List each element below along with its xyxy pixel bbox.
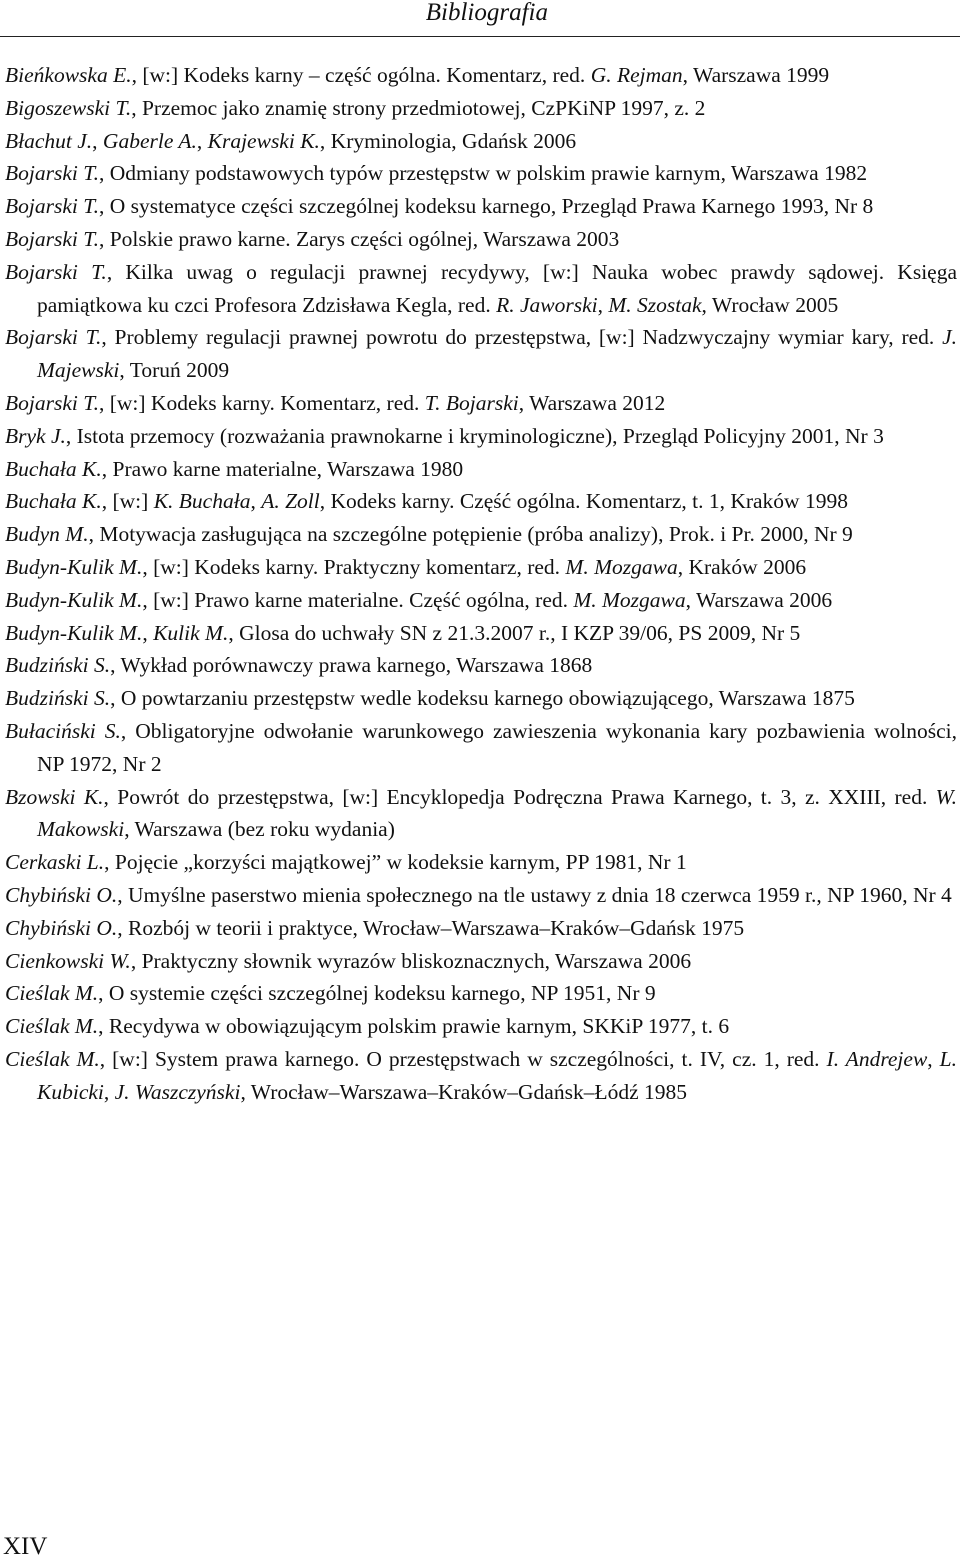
- bibliography-entry: [5, 584, 957, 617]
- entry-text: , [w:] Prawo karne materialne. Część ogólna, red.: [142, 587, 574, 612]
- author-name: W. Makowski: [37, 784, 957, 842]
- entry-text: ,: [196, 128, 208, 153]
- author-name: Kulik M.: [153, 620, 229, 645]
- bibliography-entry: [5, 223, 957, 256]
- entry-text: , Warszawa 2012: [518, 390, 666, 415]
- author-name: Budyn-Kulik M.: [5, 554, 143, 579]
- entry-text: , [w:]: [101, 489, 154, 514]
- author-name: Budyn-Kulik M.: [5, 587, 143, 612]
- author-name: Cieślak M.: [5, 1046, 100, 1071]
- entry-text: , Obligatoryjne odwołanie warunkowego zawieszenia wykonania kary pozbawienia wolności, NP 1972, Nr 2: [37, 718, 957, 776]
- author-name: A. Zoll: [261, 489, 320, 514]
- bibliography-list: [5, 59, 957, 1109]
- bibliography-entry: [5, 846, 957, 879]
- bibliography-entry: [5, 59, 957, 92]
- author-name: Bojarski T.: [5, 390, 99, 415]
- entry-text: , Motywacja zasługująca na szczególne potępienie (próba analizy), Prok. i Pr. 2000, Nr 9: [88, 522, 853, 547]
- author-name: Buchała K.: [5, 456, 102, 481]
- author-name: Bieńkowska E.: [5, 63, 132, 87]
- entry-text: , Warszawa 1999: [682, 63, 830, 87]
- entry-text: , Glosa do uchwały SN z 21.3.2007 r., I KZP 39/06, PS 2009, Nr 5: [228, 620, 801, 645]
- author-name: R. Jaworski: [496, 292, 598, 317]
- page-number: XIV: [3, 1533, 48, 1560]
- author-name: Budyn-Kulik M.: [5, 620, 143, 645]
- author-name: Bojarski T.: [5, 325, 102, 350]
- entry-text: ,: [103, 1079, 115, 1104]
- entry-text: , [w:] System prawa karnego. O przestępstwach w szczególności, t. IV, cz. 1, red.: [99, 1046, 827, 1071]
- bibliography-entry: [5, 977, 957, 1010]
- bibliography-entry: [5, 715, 957, 781]
- entry-text: , [w:] Kodeks karny. Komentarz, red.: [98, 390, 425, 415]
- entry-text: , Polskie prawo karne. Zarys części ogólnej, Warszawa 2003: [98, 226, 620, 251]
- entry-text: , Warszawa 2006: [685, 587, 833, 612]
- author-name: Chybiński O.: [5, 882, 118, 907]
- entry-text: , Prawo karne materialne, Warszawa 1980: [101, 456, 464, 481]
- entry-text: , Kraków 2006: [677, 554, 807, 579]
- author-name: J. Majewski: [37, 325, 957, 383]
- entry-text: , Istota przemocy (rozważania prawnokarne i kryminologiczne), Przegląd Policyjny 2001, Nr 3: [65, 423, 884, 448]
- entry-text: ,: [142, 620, 154, 645]
- author-name: Budziński S.: [5, 686, 111, 711]
- author-name: Bułaciński S.: [5, 718, 121, 743]
- author-name: I. Andrejew: [826, 1046, 928, 1071]
- bibliography-entry: [5, 649, 957, 682]
- entry-text: , Umyślne paserstwo mienia społecznego na tle ustawy z dnia 18 czerwca 1959 r., NP 1960, Nr 4: [117, 882, 952, 907]
- entry-text: , Rozbój w teorii i praktyce, Wrocław–Warszawa–Kraków–Gdańsk 1975: [117, 915, 745, 940]
- bibliography-entry: [5, 157, 957, 190]
- author-name: Budyn M.: [5, 522, 89, 547]
- entry-text: , O systemie części szczególnej kodeksu karnego, NP 1951, Nr 9: [98, 981, 656, 1006]
- bibliography-entry: [5, 420, 957, 453]
- author-name: Cieślak M.: [5, 981, 99, 1006]
- page-header: [0, 0, 960, 30]
- bibliography-entry: [5, 321, 957, 387]
- page-title: Bibliografia: [425, 0, 548, 26]
- entry-text: , Toruń 2009: [119, 358, 230, 383]
- author-name: M. Mozgawa: [573, 587, 686, 612]
- entry-text: , Wykład porównawczy prawa karnego, Warszawa 1868: [110, 653, 593, 678]
- author-name: Cieślak M.: [5, 1014, 99, 1039]
- entry-text: , Problemy regulacji prawnej powrotu do przestępstwa, [w:] Nadzwyczajny wymiar kary, red.: [101, 325, 943, 350]
- author-name: Bryk J.: [5, 423, 66, 448]
- author-name: Bojarski T.: [5, 194, 99, 219]
- author-name: Cerkaski L.: [5, 850, 105, 875]
- entry-text: , Kryminologia, Gdańsk 2006: [319, 128, 577, 153]
- bibliography-entry: [5, 256, 957, 322]
- bibliography-entry: [5, 190, 957, 223]
- author-name: M. Szostak: [608, 292, 702, 317]
- header-rule: [0, 36, 960, 37]
- author-name: Bigoszewski T.: [5, 95, 132, 120]
- entry-text: , Recydywa w obowiązującym polskim prawie karnym, SKKiP 1977, t. 6: [98, 1014, 730, 1039]
- author-name: Błachut J.: [5, 128, 93, 153]
- bibliography-entry: [5, 1043, 957, 1109]
- entry-text: , O powtarzaniu przestępstw wedle kodeksu karnego obowiązującego, Warszawa 1875: [110, 686, 855, 711]
- entry-text: , Wrocław–Warszawa–Kraków–Gdańsk–Łódź 1985: [240, 1079, 688, 1104]
- entry-text: , O systematyce części szczególnej kodeksu karnego, Przegląd Prawa Karnego 1993, Nr 8: [98, 194, 874, 219]
- author-name: Bojarski T.: [5, 226, 99, 251]
- author-name: T. Bojarski: [424, 390, 519, 415]
- entry-text: ,: [927, 1046, 940, 1071]
- entry-text: , Powrót do przestępstwa, [w:] Encyklopedja Podręczna Prawa Karnego, t. 3, z. XXIII, red.: [103, 784, 936, 809]
- bibliography-entry: [5, 617, 957, 650]
- bibliography-entry: [5, 387, 957, 420]
- bibliography-entry: [5, 879, 957, 912]
- author-name: Bojarski T.: [5, 161, 99, 186]
- entry-text: , [w:] Kodeks karny. Praktyczny komentarz, red.: [142, 554, 566, 579]
- author-name: Budziński S.: [5, 653, 111, 678]
- entry-text: , Kilka uwag o regulacji prawnej recydywy, [w:] Nauka wobec prawdy sądowej. Księga pamiątkowa ku czci Profesora Zdzisława Kegla, red.: [37, 259, 958, 317]
- entry-text: , Odmiany podstawowych typów przestępstw w polskim prawie karnym, Warszawa 1982: [98, 161, 868, 186]
- bibliography-entry: [5, 682, 957, 715]
- bibliography-entry: [5, 912, 957, 945]
- author-name: Chybiński O.: [5, 915, 118, 940]
- entry-text: , Przemoc jako znamię strony przedmiotowej, CzPKiNP 1997, z. 2: [131, 95, 706, 120]
- author-name: Bzowski K.: [5, 784, 104, 809]
- author-name: L. Kubicki: [37, 1046, 958, 1104]
- bibliography-entry: [5, 945, 957, 978]
- author-name: G. Rejman: [590, 63, 683, 87]
- bibliography-entry: [5, 1010, 957, 1043]
- entry-text: , Wrocław 2005: [701, 292, 839, 317]
- bibliography-entry: [5, 125, 957, 158]
- entry-text: , [w:] Kodeks karny – część ogólna. Komentarz, red.: [131, 63, 591, 87]
- author-name: Cienkowski W.: [5, 948, 131, 973]
- author-name: K. Buchała: [153, 489, 251, 514]
- author-name: Krajewski K.: [207, 128, 320, 153]
- author-name: J. Waszczyński: [114, 1079, 241, 1104]
- entry-text: ,: [597, 292, 609, 317]
- bibliography-entry: [5, 485, 957, 518]
- author-name: M. Mozgawa: [565, 554, 678, 579]
- entry-text: ,: [250, 489, 262, 514]
- author-name: Buchała K.: [5, 489, 102, 514]
- entry-text: , Kodeks karny. Część ogólna. Komentarz, t. 1, Kraków 1998: [319, 489, 848, 514]
- bibliography-entry: [5, 92, 957, 125]
- author-name: Bojarski T.: [5, 259, 107, 284]
- bibliography-entry: [5, 453, 957, 486]
- bibliography-entry: [5, 518, 957, 551]
- entry-text: , Praktyczny słownik wyrazów bliskoznacznych, Warszawa 2006: [130, 948, 692, 973]
- entry-text: , Pojęcie „korzyści majątkowej” w kodeksie karnym, PP 1981, Nr 1: [104, 850, 687, 875]
- bibliography-entry: [5, 781, 957, 847]
- bibliography-entry: [5, 551, 957, 584]
- entry-text: , Warszawa (bez roku wydania): [124, 817, 395, 842]
- entry-text: ,: [92, 128, 103, 153]
- author-name: Gaberle A.: [102, 128, 197, 153]
